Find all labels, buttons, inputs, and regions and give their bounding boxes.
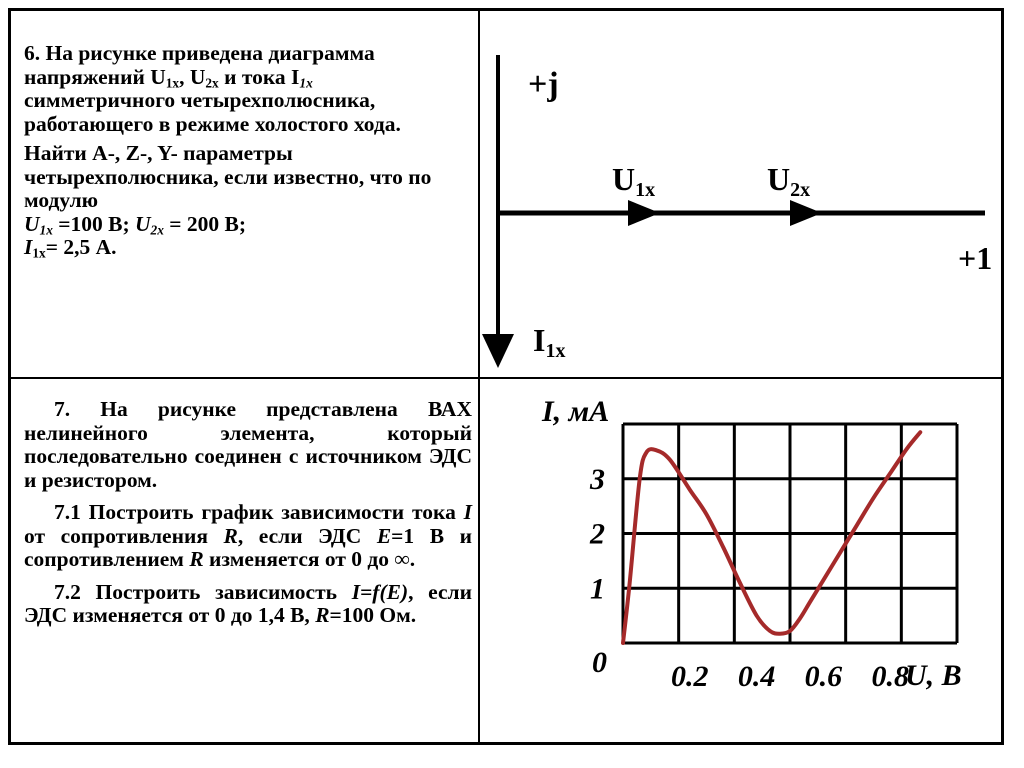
x-tick-label: 0.8 <box>871 660 909 693</box>
y-axis-label: I, мА <box>542 395 610 428</box>
task-7-2: 7.2 Построить зависимость I=f(E), если ЭДС изменяется от 0 до 1,4 В, R=100 Ом. <box>24 579 472 627</box>
u2x-label: U2x <box>767 161 811 201</box>
y-tick-label: 2 <box>590 517 605 551</box>
task-7-1: 7.1 Построить график зависимости тока I от сопротивления R, если ЭДС E=1 В и сопротивлением R изменяется от 0 до ∞. <box>24 500 472 571</box>
task-6-statement: 6. На рисунке приведена диаграмма напряжений $U_{1x}$, $U_{2x}$ и тока $I_{1x}$ симметричного четырехполюсника, работающего в режиме холостого хода. <box>24 41 401 136</box>
x-tick-label: 0.6 <box>804 660 843 693</box>
chart-labels <box>541 395 962 693</box>
imag-axis-label: +j <box>528 66 559 103</box>
task-6-question: Найти А-, Z-, Y- параметры четырехполюсника, если известно, что по модулю $U_{1x} =100$ В; $U_{2x} = 200$ В; $I_{1x}= 2,5$ А. <box>24 141 432 261</box>
y-tick-label: 1 <box>590 572 605 606</box>
x-axis-label: U, В <box>905 659 962 692</box>
u1x-label: U1x <box>612 161 656 201</box>
x-tick-label: 0.4 <box>737 660 776 693</box>
task-7-intro: 7. На рисунке представлена ВАХ нелинейного элемента, который последовательно соединен с источником ЭДС и резистором. <box>24 397 472 492</box>
y-tick-label: 3 <box>590 462 605 496</box>
i1x-label: I1x <box>533 322 566 362</box>
x-tick-label: 0.2 <box>671 660 709 693</box>
real-axis-label: +1 <box>958 240 993 276</box>
origin-label: 0 <box>592 646 607 679</box>
chart-grid <box>623 424 957 643</box>
iv-curve <box>623 432 920 643</box>
